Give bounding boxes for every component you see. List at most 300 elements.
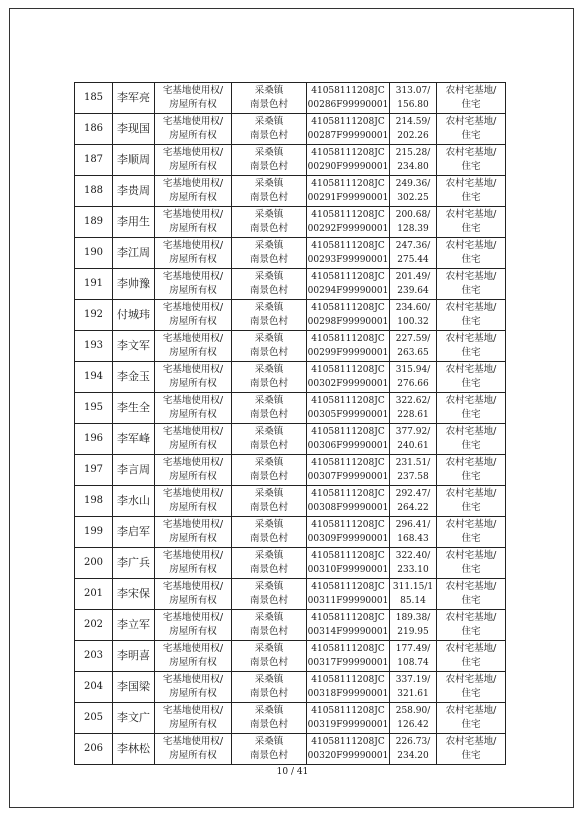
- right-type-line-1: 宅基地使用权/: [162, 612, 224, 623]
- location-line-1: 采桑镇: [254, 302, 284, 313]
- right-type-line-2: 房屋所有权: [169, 130, 217, 141]
- right-type-line-2: 房屋所有权: [169, 502, 217, 513]
- location: [232, 424, 307, 455]
- row-number: 199: [75, 517, 113, 548]
- land-use-line-1: 农村宅基地/: [445, 395, 497, 406]
- location: [232, 393, 307, 424]
- location-line-1: 采桑镇: [254, 395, 284, 406]
- area: [390, 672, 437, 703]
- location-line-1: 采桑镇: [254, 116, 284, 127]
- unit-code-line-1: 41058111208JC: [311, 613, 385, 623]
- unit-code-line-2: 00291F99990001: [307, 193, 389, 203]
- right-type: [155, 176, 232, 207]
- unit-code: [307, 486, 390, 517]
- location-line-1: 采桑镇: [254, 457, 284, 468]
- unit-code-line-1: 41058111208JC: [311, 551, 385, 561]
- table-row: [75, 579, 506, 610]
- right-type-line-2: 房屋所有权: [169, 657, 217, 668]
- area-line-1: 214.59/: [395, 117, 431, 127]
- area-line-2: 128.39: [397, 224, 429, 234]
- right-type: [155, 672, 232, 703]
- area-line-2: 100.32: [397, 317, 429, 327]
- location-line-2: 南景色村: [249, 626, 288, 637]
- location-line-1: 采桑镇: [254, 85, 284, 96]
- right-type-line-2: 房屋所有权: [169, 347, 217, 358]
- area: [390, 610, 437, 641]
- right-type-line-1: 宅基地使用权/: [162, 705, 224, 716]
- location-line-1: 采桑镇: [254, 705, 284, 716]
- area-line-1: 234.60/: [395, 303, 431, 313]
- area-line-2: 321.61: [397, 689, 429, 699]
- location-line-2: 南景色村: [249, 657, 288, 668]
- location-line-1: 采桑镇: [254, 550, 284, 561]
- table-row: [75, 517, 506, 548]
- owner-name: 李宋保: [113, 579, 155, 610]
- location-line-2: 南景色村: [249, 440, 288, 451]
- unit-code-line-2: 00308F99990001: [307, 503, 389, 513]
- location-line-1: 采桑镇: [254, 674, 284, 685]
- unit-code-line-2: 00317F99990001: [307, 658, 389, 668]
- area: [390, 238, 437, 269]
- right-type-line-1: 宅基地使用权/: [162, 209, 224, 220]
- land-use-line-1: 农村宅基地/: [445, 612, 497, 623]
- row-number: 201: [75, 579, 113, 610]
- table-row: [75, 238, 506, 269]
- records-table: [74, 82, 506, 765]
- right-type-line-2: 房屋所有权: [169, 626, 217, 637]
- location-line-2: 南景色村: [249, 254, 288, 265]
- right-type-line-2: 房屋所有权: [169, 750, 217, 761]
- owner-name: 李言周: [113, 455, 155, 486]
- area: [390, 145, 437, 176]
- right-type: [155, 517, 232, 548]
- area-line-2: 276.66: [397, 379, 429, 389]
- land-use: [437, 393, 506, 424]
- unit-code-line-2: 00292F99990001: [307, 224, 389, 234]
- location-line-2: 南景色村: [249, 161, 288, 172]
- land-use-line-2: 住宅: [461, 595, 481, 606]
- table-row: [75, 83, 506, 114]
- unit-code-line-2: 00320F99990001: [307, 751, 389, 761]
- row-number: 200: [75, 548, 113, 579]
- right-type-line-1: 宅基地使用权/: [162, 271, 224, 282]
- unit-code-line-2: 00302F99990001: [307, 379, 389, 389]
- unit-code-line-1: 41058111208JC: [311, 272, 385, 282]
- land-use: [437, 486, 506, 517]
- right-type: [155, 238, 232, 269]
- right-type-line-2: 房屋所有权: [169, 719, 217, 730]
- table-row: [75, 672, 506, 703]
- table-row: [75, 145, 506, 176]
- area-line-1: 337.19/: [395, 675, 431, 685]
- unit-code-line-2: 00318F99990001: [307, 689, 389, 699]
- land-use-line-1: 农村宅基地/: [445, 736, 497, 747]
- unit-code-line-2: 00287F99990001: [307, 131, 389, 141]
- location-line-1: 采桑镇: [254, 240, 284, 251]
- owner-name: 李文军: [113, 331, 155, 362]
- area-line-2: 302.25: [397, 193, 429, 203]
- row-number: 206: [75, 734, 113, 765]
- row-number: 202: [75, 610, 113, 641]
- land-use-line-1: 农村宅基地/: [445, 178, 497, 189]
- unit-code: [307, 517, 390, 548]
- owner-name: 李军亮: [113, 83, 155, 114]
- right-type-line-1: 宅基地使用权/: [162, 581, 224, 592]
- unit-code-line-1: 41058111208JC: [311, 644, 385, 654]
- location-line-1: 采桑镇: [254, 364, 284, 375]
- location: [232, 486, 307, 517]
- owner-name: 李国梁: [113, 672, 155, 703]
- area-line-2: 156.80: [397, 100, 429, 110]
- area-line-1: 313.07/: [395, 86, 431, 96]
- area-line-2: 275.44: [397, 255, 429, 265]
- land-use-line-1: 农村宅基地/: [445, 209, 497, 220]
- location: [232, 455, 307, 486]
- land-use: [437, 579, 506, 610]
- location-line-2: 南景色村: [249, 533, 288, 544]
- location-line-2: 南景色村: [249, 130, 288, 141]
- row-number: 204: [75, 672, 113, 703]
- area-line-2: 202.26: [397, 131, 429, 141]
- land-use-line-1: 农村宅基地/: [445, 364, 497, 375]
- right-type-line-2: 房屋所有权: [169, 285, 217, 296]
- owner-name: 李水山: [113, 486, 155, 517]
- location: [232, 331, 307, 362]
- unit-code: [307, 455, 390, 486]
- location-line-2: 南景色村: [249, 409, 288, 420]
- unit-code: [307, 145, 390, 176]
- area: [390, 83, 437, 114]
- land-use: [437, 114, 506, 145]
- right-type-line-2: 房屋所有权: [169, 533, 217, 544]
- right-type-line-1: 宅基地使用权/: [162, 457, 224, 468]
- table-row: [75, 641, 506, 672]
- unit-code: [307, 579, 390, 610]
- land-use-line-2: 住宅: [461, 347, 481, 358]
- land-use-line-2: 住宅: [461, 99, 481, 110]
- unit-code-line-1: 41058111208JC: [311, 86, 385, 96]
- location: [232, 362, 307, 393]
- unit-code-line-1: 41058111208JC: [311, 706, 385, 716]
- unit-code-line-1: 41058111208JC: [311, 241, 385, 251]
- area-line-2: 126.42: [397, 720, 429, 730]
- location-line-1: 采桑镇: [254, 581, 284, 592]
- location-line-1: 采桑镇: [254, 612, 284, 623]
- location-line-1: 采桑镇: [254, 426, 284, 437]
- area: [390, 114, 437, 145]
- area-line-1: 177.49/: [395, 644, 431, 654]
- land-use-line-1: 农村宅基地/: [445, 333, 497, 344]
- unit-code: [307, 176, 390, 207]
- unit-code-line-2: 00290F99990001: [307, 162, 389, 172]
- owner-name: 李立军: [113, 610, 155, 641]
- unit-code-line-2: 00311F99990001: [307, 596, 389, 606]
- right-type: [155, 207, 232, 238]
- area: [390, 486, 437, 517]
- location: [232, 300, 307, 331]
- location-line-2: 南景色村: [249, 595, 288, 606]
- owner-name: 李林松: [113, 734, 155, 765]
- location: [232, 517, 307, 548]
- area: [390, 176, 437, 207]
- location: [232, 145, 307, 176]
- unit-code-line-2: 00286F99990001: [307, 100, 389, 110]
- unit-code: [307, 672, 390, 703]
- owner-name: 李贵周: [113, 176, 155, 207]
- table-row: [75, 703, 506, 734]
- owner-name: 李金玉: [113, 362, 155, 393]
- area-line-2: 264.22: [397, 503, 429, 513]
- land-use: [437, 672, 506, 703]
- area-line-2: 263.65: [397, 348, 429, 358]
- land-use-line-1: 农村宅基地/: [445, 426, 497, 437]
- right-type-line-2: 房屋所有权: [169, 564, 217, 575]
- location-line-1: 采桑镇: [254, 643, 284, 654]
- right-type: [155, 424, 232, 455]
- right-type-line-1: 宅基地使用权/: [162, 364, 224, 375]
- right-type-line-2: 房屋所有权: [169, 254, 217, 265]
- unit-code-line-1: 41058111208JC: [311, 737, 385, 747]
- land-use-line-1: 农村宅基地/: [445, 488, 497, 499]
- right-type: [155, 610, 232, 641]
- row-number: 205: [75, 703, 113, 734]
- location-line-1: 采桑镇: [254, 519, 284, 530]
- unit-code-line-2: 00298F99990001: [307, 317, 389, 327]
- location-line-1: 采桑镇: [254, 488, 284, 499]
- right-type: [155, 486, 232, 517]
- area-line-2: 239.64: [397, 286, 429, 296]
- area: [390, 331, 437, 362]
- unit-code-line-2: 00306F99990001: [307, 441, 389, 451]
- land-use-line-1: 农村宅基地/: [445, 147, 497, 158]
- land-use-line-1: 农村宅基地/: [445, 550, 497, 561]
- right-type-line-1: 宅基地使用权/: [162, 736, 224, 747]
- location: [232, 734, 307, 765]
- land-use-line-2: 住宅: [461, 316, 481, 327]
- table-row: [75, 300, 506, 331]
- records-table-body: [75, 83, 506, 765]
- right-type: [155, 114, 232, 145]
- unit-code: [307, 393, 390, 424]
- land-use-line-1: 农村宅基地/: [445, 519, 497, 530]
- row-number: 203: [75, 641, 113, 672]
- location-line-2: 南景色村: [249, 347, 288, 358]
- location-line-2: 南景色村: [249, 719, 288, 730]
- unit-code-line-1: 41058111208JC: [311, 210, 385, 220]
- table-row: [75, 269, 506, 300]
- table-row: [75, 114, 506, 145]
- unit-code-line-2: 00309F99990001: [307, 534, 389, 544]
- location: [232, 548, 307, 579]
- land-use-line-1: 农村宅基地/: [445, 457, 497, 468]
- unit-code-line-1: 41058111208JC: [311, 458, 385, 468]
- unit-code-line-1: 41058111208JC: [311, 427, 385, 437]
- right-type-line-2: 房屋所有权: [169, 192, 217, 203]
- land-use: [437, 331, 506, 362]
- location-line-2: 南景色村: [249, 471, 288, 482]
- right-type-line-2: 房屋所有权: [169, 440, 217, 451]
- area-line-1: 201.49/: [395, 272, 431, 282]
- unit-code: [307, 83, 390, 114]
- land-use-line-2: 住宅: [461, 719, 481, 730]
- location-line-2: 南景色村: [249, 316, 288, 327]
- land-use-line-1: 农村宅基地/: [445, 674, 497, 685]
- table-row: [75, 331, 506, 362]
- area: [390, 300, 437, 331]
- right-type: [155, 703, 232, 734]
- land-use: [437, 238, 506, 269]
- land-use-line-2: 住宅: [461, 533, 481, 544]
- right-type: [155, 455, 232, 486]
- area: [390, 641, 437, 672]
- area-line-2: 219.95: [397, 627, 429, 637]
- unit-code: [307, 114, 390, 145]
- row-number: 198: [75, 486, 113, 517]
- land-use-line-2: 住宅: [461, 285, 481, 296]
- land-use-line-2: 住宅: [461, 564, 481, 575]
- land-use: [437, 145, 506, 176]
- area-line-1: 322.40/: [395, 551, 431, 561]
- right-type: [155, 362, 232, 393]
- row-number: 197: [75, 455, 113, 486]
- right-type: [155, 734, 232, 765]
- area-line-2: 240.61: [397, 441, 429, 451]
- owner-name: 李生全: [113, 393, 155, 424]
- right-type-line-1: 宅基地使用权/: [162, 674, 224, 685]
- unit-code-line-2: 00305F99990001: [307, 410, 389, 420]
- land-use: [437, 455, 506, 486]
- land-use-line-1: 农村宅基地/: [445, 581, 497, 592]
- area-line-1: 200.68/: [395, 210, 431, 220]
- right-type: [155, 579, 232, 610]
- right-type-line-2: 房屋所有权: [169, 223, 217, 234]
- owner-name: 李广兵: [113, 548, 155, 579]
- area: [390, 579, 437, 610]
- area: [390, 269, 437, 300]
- table-row: [75, 176, 506, 207]
- area-line-1: 226.73/: [395, 737, 431, 747]
- location-line-1: 采桑镇: [254, 209, 284, 220]
- row-number: 194: [75, 362, 113, 393]
- area-line-2: 168.43: [397, 534, 429, 544]
- land-use-line-1: 农村宅基地/: [445, 271, 497, 282]
- unit-code: [307, 703, 390, 734]
- land-use: [437, 83, 506, 114]
- unit-code: [307, 331, 390, 362]
- location-line-2: 南景色村: [249, 285, 288, 296]
- unit-code-line-1: 41058111208JC: [311, 334, 385, 344]
- area-line-2: 108.74: [397, 658, 429, 668]
- row-number: 190: [75, 238, 113, 269]
- land-use-line-2: 住宅: [461, 130, 481, 141]
- area: [390, 362, 437, 393]
- location-line-2: 南景色村: [249, 192, 288, 203]
- location: [232, 610, 307, 641]
- right-type-line-2: 房屋所有权: [169, 99, 217, 110]
- location-line-2: 南景色村: [249, 502, 288, 513]
- land-use-line-2: 住宅: [461, 657, 481, 668]
- land-use: [437, 548, 506, 579]
- location-line-1: 采桑镇: [254, 333, 284, 344]
- area-line-1: 231.51/: [395, 458, 431, 468]
- unit-code-line-2: 00307F99990001: [307, 472, 389, 482]
- row-number: 186: [75, 114, 113, 145]
- location-line-1: 采桑镇: [254, 736, 284, 747]
- right-type-line-1: 宅基地使用权/: [162, 240, 224, 251]
- unit-code-line-1: 41058111208JC: [311, 148, 385, 158]
- location: [232, 641, 307, 672]
- land-use-line-2: 住宅: [461, 192, 481, 203]
- land-use-line-1: 农村宅基地/: [445, 116, 497, 127]
- unit-code: [307, 269, 390, 300]
- location-line-1: 采桑镇: [254, 147, 284, 158]
- owner-name: 李用生: [113, 207, 155, 238]
- unit-code: [307, 610, 390, 641]
- area-line-1: 258.90/: [395, 706, 431, 716]
- page-number: 10 / 41: [276, 767, 309, 777]
- row-number: 188: [75, 176, 113, 207]
- location: [232, 238, 307, 269]
- land-use-line-2: 住宅: [461, 688, 481, 699]
- area-line-1: 247.36/: [395, 241, 431, 251]
- location-line-1: 采桑镇: [254, 271, 284, 282]
- land-use: [437, 424, 506, 455]
- right-type-line-1: 宅基地使用权/: [162, 302, 224, 313]
- area-line-2: 85.14: [400, 596, 426, 606]
- unit-code: [307, 362, 390, 393]
- area: [390, 703, 437, 734]
- row-number: 195: [75, 393, 113, 424]
- unit-code-line-2: 00310F99990001: [307, 565, 389, 575]
- land-use: [437, 610, 506, 641]
- land-use-line-2: 住宅: [461, 223, 481, 234]
- unit-code: [307, 548, 390, 579]
- right-type-line-1: 宅基地使用权/: [162, 333, 224, 344]
- row-number: 187: [75, 145, 113, 176]
- area-line-1: 292.47/: [395, 489, 431, 499]
- unit-code-line-2: 00294F99990001: [307, 286, 389, 296]
- owner-name: 付城玮: [113, 300, 155, 331]
- land-use: [437, 362, 506, 393]
- area-line-2: 228.61: [397, 410, 429, 420]
- owner-name: 李文广: [113, 703, 155, 734]
- land-use: [437, 269, 506, 300]
- owner-name: 李启军: [113, 517, 155, 548]
- unit-code-line-2: 00299F99990001: [307, 348, 389, 358]
- area-line-1: 296.41/: [395, 520, 431, 530]
- land-use-line-2: 住宅: [461, 254, 481, 265]
- area: [390, 207, 437, 238]
- unit-code-line-1: 41058111208JC: [311, 117, 385, 127]
- unit-code-line-1: 41058111208JC: [311, 396, 385, 406]
- land-use-line-1: 农村宅基地/: [445, 643, 497, 654]
- right-type: [155, 331, 232, 362]
- right-type-line-1: 宅基地使用权/: [162, 488, 224, 499]
- land-use-line-2: 住宅: [461, 502, 481, 513]
- area-line-1: 249.36/: [395, 179, 431, 189]
- table-row: [75, 486, 506, 517]
- right-type-line-1: 宅基地使用权/: [162, 519, 224, 530]
- row-number: 185: [75, 83, 113, 114]
- unit-code-line-1: 41058111208JC: [311, 489, 385, 499]
- land-use-line-2: 住宅: [461, 471, 481, 482]
- right-type-line-1: 宅基地使用权/: [162, 426, 224, 437]
- location-line-2: 南景色村: [249, 378, 288, 389]
- land-use-line-1: 农村宅基地/: [445, 240, 497, 251]
- area-line-1: 311.15/1: [392, 582, 434, 592]
- owner-name: 李明喜: [113, 641, 155, 672]
- right-type-line-1: 宅基地使用权/: [162, 116, 224, 127]
